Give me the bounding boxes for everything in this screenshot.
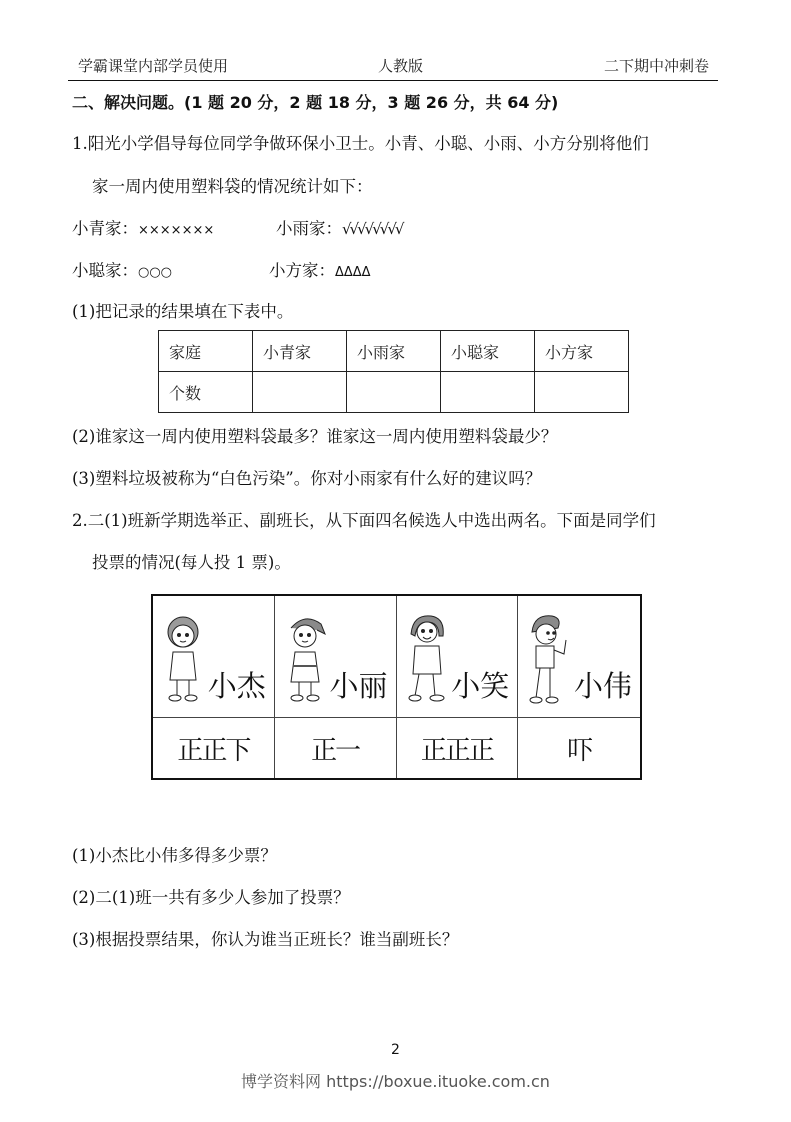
record-label: 小青家： [72, 219, 138, 238]
table-answer-cell[interactable] [441, 372, 535, 413]
record-marks: ΔΔΔΔ [335, 265, 371, 280]
page-number: 2 [391, 1042, 400, 1058]
girl-headband-figure-icon [403, 610, 453, 706]
q2-intro-line1: 2.二(1)班新学期选举正、副班长，从下面四名候选人中选出两名。下面是同学们 [72, 511, 656, 530]
vote-table [151, 594, 642, 780]
girl-figure-icon [159, 610, 209, 706]
record-marks: ××××××× [138, 223, 215, 238]
q2-sub3: (3)根据投票结果，你认为谁当正班长？谁当副班长？ [72, 930, 459, 949]
q1-sub2: (2)谁家这一周内使用塑料袋最多？谁家这一周内使用塑料袋最少？ [72, 427, 558, 446]
q1-sub1: (1)把记录的结果填在下表中。 [72, 302, 294, 321]
table-header-cell: 家庭 [159, 331, 253, 372]
record-xiaoyu [276, 218, 402, 240]
record-label: 小聪家： [72, 261, 138, 280]
candidate-cell [518, 596, 640, 718]
candidate-name: 小杰 [207, 669, 266, 703]
record-label: 小雨家： [276, 219, 342, 238]
tally-cell: 正正下 [153, 718, 275, 778]
table-row-label: 个数 [159, 372, 253, 413]
candidate-name: 小伟 [573, 669, 632, 703]
footer-site: 博学资料网 https://boxue.ituoke.com.cn [241, 1072, 550, 1091]
q1-sub3: (3)塑料垃圾被称为“白色污染”。你对小雨家有什么好的建议吗？ [72, 469, 542, 488]
table-header-cell: 小方家 [535, 331, 629, 372]
q1-intro-line2: 家一周内使用塑料袋的情况统计如下： [92, 177, 373, 196]
header-center: 人教版 [378, 57, 424, 75]
table-header-cell: 小雨家 [347, 331, 441, 372]
record-table [158, 330, 629, 413]
section-title: 二、解决问题。(1 题 20 分，2 题 18 分，3 题 26 分，共 64 分) [72, 93, 559, 112]
q2-sub2: (2)二(1)班一共有多少人参加了投票？ [72, 888, 350, 907]
record-xiaoqing [72, 218, 214, 242]
table-answer-cell[interactable] [535, 372, 629, 413]
table-header-cell: 小青家 [253, 331, 347, 372]
candidate-cell [397, 596, 519, 718]
candidate-name: 小丽 [329, 669, 388, 703]
record-marks: ○○○ [138, 265, 173, 280]
tally-cell: 正正正 [397, 718, 519, 778]
table-answer-cell[interactable] [253, 372, 347, 413]
header-right: 二下期中冲刺卷 [604, 57, 710, 75]
table-header-row [159, 331, 629, 372]
record-xiaocong [72, 260, 172, 284]
tally-cell: 正一 [275, 718, 397, 778]
candidate-name: 小笑 [451, 669, 510, 703]
girl-ponytail-figure-icon [281, 610, 331, 706]
boy-figure-icon [524, 610, 574, 706]
record-label: 小方家： [269, 261, 335, 280]
tally-cell: 吓 [567, 735, 592, 766]
record-marks: √√√√√√√√ [342, 220, 403, 238]
header-divider [68, 80, 718, 81]
q2-intro-line2: 投票的情况(每人投 1 票)。 [92, 553, 291, 572]
table-header-cell: 小聪家 [441, 331, 535, 372]
q1-intro-line1: 1.阳光小学倡导每位同学争做环保小卫士。小青、小聪、小雨、小方分别将他们 [72, 134, 649, 153]
record-xiaofang [269, 260, 371, 284]
header-left: 学霸课堂内部学员使用 [78, 57, 229, 75]
q2-sub1: (1)小杰比小伟多得多少票？ [72, 846, 277, 865]
table-row [159, 372, 629, 413]
table-answer-cell[interactable] [347, 372, 441, 413]
candidate-cell [153, 596, 275, 718]
candidate-cell [275, 596, 397, 718]
